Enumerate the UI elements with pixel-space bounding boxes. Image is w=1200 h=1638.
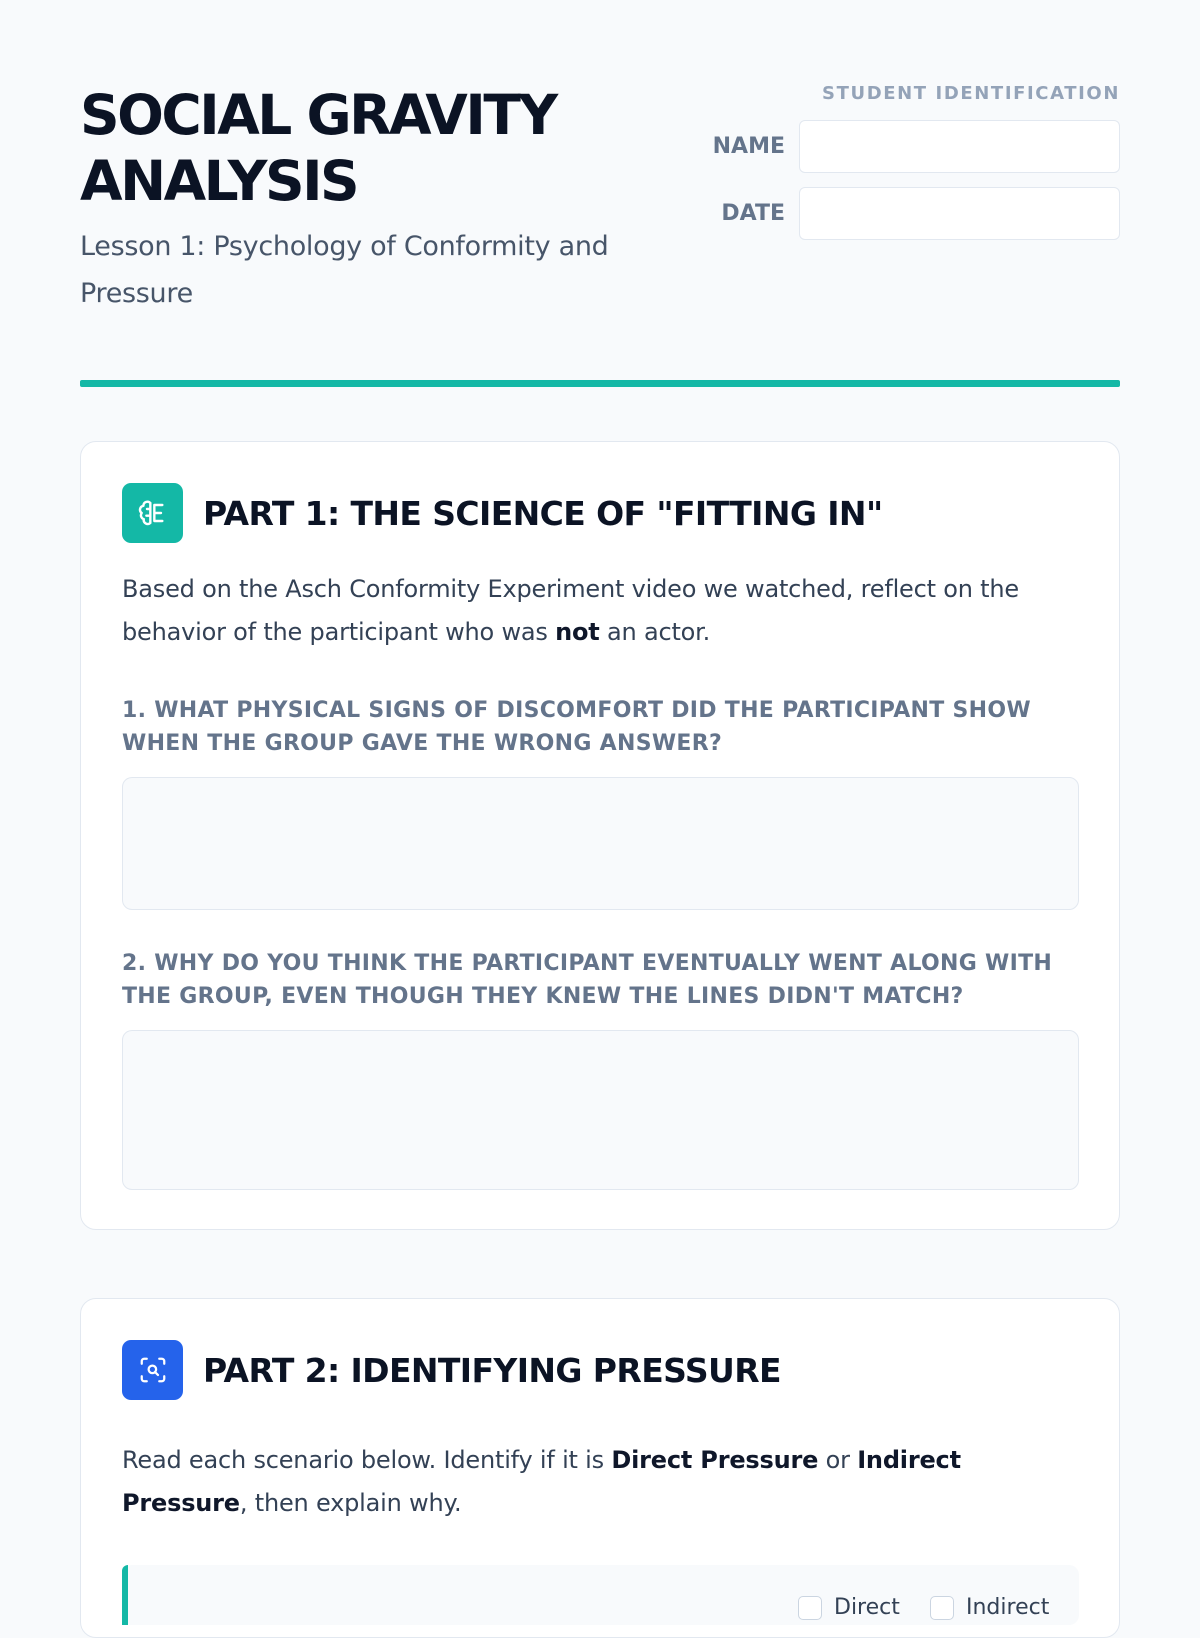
part1-intro-text: Based on the Asch Conformity Experiment video we watched, reflect on the behavior of the participant who was [122, 575, 1019, 646]
header-divider [80, 380, 1120, 387]
answer-1-field[interactable] [122, 777, 1079, 910]
indirect-option-label: Indirect [966, 1595, 1050, 1620]
scenario-accent-bar [122, 1565, 128, 1625]
brain-icon [122, 483, 183, 543]
part2-intro-end: , then explain why. [239, 1489, 462, 1517]
name-label: NAME [712, 134, 785, 159]
name-row [705, 120, 1120, 173]
date-label: DATE [721, 201, 785, 226]
part1-title: PART 1: THE SCIENCE OF "FITTING IN" [203, 493, 883, 533]
scenario-card [122, 1565, 1079, 1625]
part1-card [80, 441, 1120, 1230]
page-title: SOCIAL GRAVITY ANALYSIS [80, 83, 556, 213]
direct-checkbox[interactable] [798, 1596, 822, 1620]
part2-intro [122, 1439, 1082, 1525]
direct-option[interactable] [798, 1595, 900, 1620]
indirect-checkbox[interactable] [930, 1596, 954, 1620]
name-field[interactable] [799, 120, 1120, 173]
part2-card [80, 1298, 1120, 1638]
student-id-label: STUDENT IDENTIFICATION [822, 83, 1120, 104]
part1-header [122, 483, 883, 543]
question-2: 2. WHY DO YOU THINK THE PARTICIPANT EVENTUALLY WENT ALONG WITH THE GROUP, EVEN THOUGH THEY KNEW THE LINES DIDN'T MATCH? [122, 951, 1053, 1009]
date-row [705, 187, 1120, 240]
part2-title: PART 2: IDENTIFYING PRESSURE [203, 1350, 781, 1390]
part2-intro-indirect: Indirect Pressure [122, 1446, 961, 1517]
question-1: 1. WHAT PHYSICAL SIGNS OF DISCOMFORT DID THE PARTICIPANT SHOW WHEN THE GROUP GAVE THE WRONG ANSWER? [122, 698, 1031, 756]
part2-intro-direct: Direct Pressure [611, 1446, 819, 1474]
answer-2-field[interactable] [122, 1030, 1079, 1190]
part2-header [122, 1340, 781, 1400]
lesson-subtitle: Lesson 1: Psychology of Conformity and Pressure [80, 231, 609, 309]
part1-intro [122, 568, 1082, 654]
scan-search-icon [122, 1340, 183, 1400]
part2-intro-text: Read each scenario below. Identify if it is [122, 1446, 612, 1474]
part2-intro-or: or [818, 1446, 858, 1474]
indirect-option[interactable] [930, 1595, 1049, 1620]
part1-intro-emphasis: not [555, 618, 600, 646]
direct-option-label: Direct [834, 1595, 900, 1620]
part1-intro-end: an actor. [599, 618, 711, 646]
date-field[interactable] [799, 187, 1120, 240]
